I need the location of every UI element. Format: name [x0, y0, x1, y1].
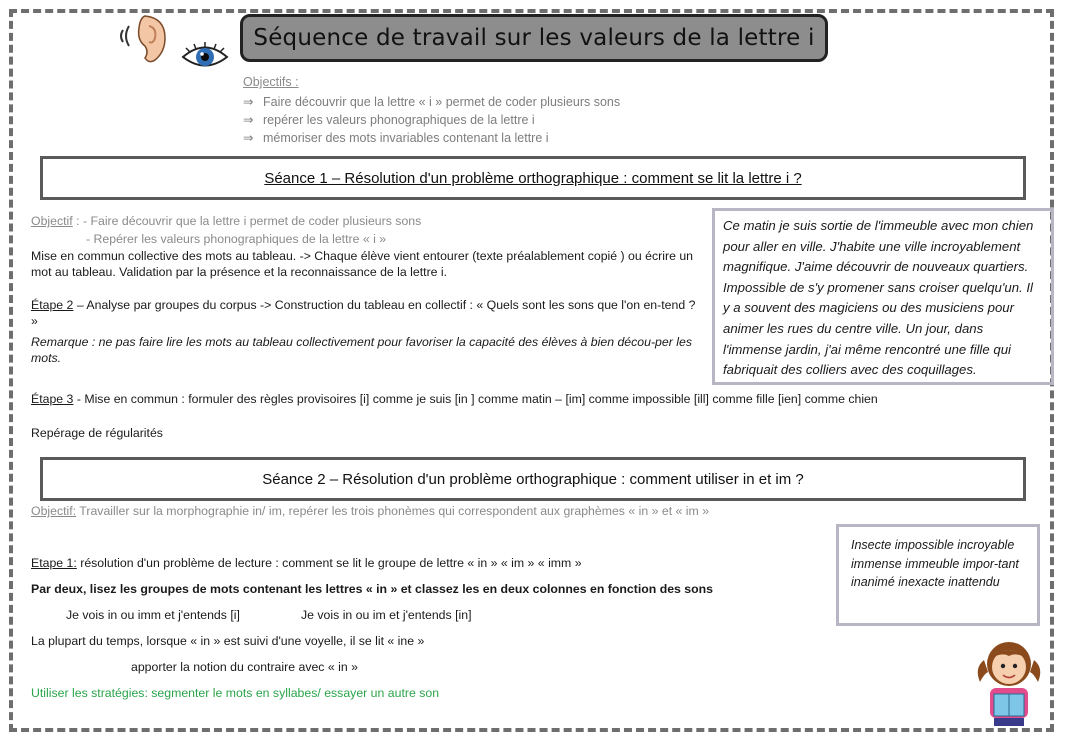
je-vois-i: Je vois in ou imm et j'entends [i]: [66, 608, 240, 622]
seance2-plupart: La plupart du temps, lorsque « in » est suivi d'une voyelle, il se lit « ine »: [31, 634, 425, 648]
seance2-strategies: Utiliser les stratégies: segmenter le mots en syllabes/ essayer un autre son: [31, 686, 440, 700]
ear-icon: [115, 12, 171, 64]
arrow-icon: ⇒: [243, 131, 254, 145]
je-vois-in: Je vois in ou im et j'entends [in]: [301, 608, 472, 622]
arrow-icon: ⇒: [243, 95, 254, 109]
girl-reading-icon: [970, 634, 1048, 730]
seance2-title-box: [40, 457, 1026, 501]
eye-icon: [180, 40, 230, 74]
seance1-objectif-line2: - Repérer les valeurs phonographiques de la lettre « i »: [86, 232, 387, 246]
seance2-contraire: apporter la notion du contraire avec « in »: [131, 660, 358, 674]
reading-text-box: Ce matin je suis sortie de l'immeuble avec mon chien pour aller en ville. J'habite une ville incroyablement magnifique. J'aime découvrir de nouveaux quartiers. Impossible de s'y promener sans croiser quelqu'un. Il y a souvent des magiciens ou des musiciens pour animer les rues du centre ville. Un jour, dans l'immense jardin, j'ai même rencontré une fille qui fabriquait des colliers avec des coquillages.: [712, 208, 1054, 385]
seance2-etape1: Etape 1: résolution d'un problème de lecture : comment se lit le groupe de lettre « in » « im » « imm »: [31, 556, 582, 570]
seance1-title-box: [40, 156, 1026, 200]
seance1-objectif: Objectif : - Faire découvrir que la lettre i permet de coder plusieurs sons: [31, 214, 422, 228]
seance2-objectif: Objectif: Travailler sur la morphographie in/ im, repérer les trois phonèmes qui correspondent aux graphèmes « in » et « im »: [31, 504, 710, 518]
arrow-icon: ⇒: [243, 113, 254, 127]
objectifs-heading: Objectifs :: [243, 75, 299, 89]
seance1-title: Séance 1 – Résolution d'un problème orthographique : comment se lit la lettre i ?: [264, 169, 802, 187]
objectif-item: ⇒ Faire découvrir que la lettre « i » permet de coder plusieurs sons: [243, 95, 621, 109]
seance2-title: Séance 2 – Résolution d'un problème orthographique : comment utiliser in et im ?: [262, 470, 804, 488]
seance1-mise-en-commun: Mise en commun collective des mots au tableau. -> Chaque élève vient entourer (texte préalablement copié ) ou écrire un mot au tableau. Validation par la présence et la reconnaissance de la lettre i.: [31, 249, 693, 279]
seance1-etape3: Étape 3 - Mise en commun : formuler des règles provisoires [i] comme je suis [in ] comme matin – [im] comme impossible [ill] comme fille [ien] comme chien: [31, 392, 878, 406]
objectif-item: ⇒ repérer les valeurs phonographiques de la lettre i: [243, 113, 535, 127]
word-list-box: Insecte impossible incroyable immense immeuble impor-tant inanimé inexacte inattendu: [836, 524, 1040, 626]
seance1-reperage: Repérage de régularités: [31, 426, 163, 440]
page-title: Séquence de travail sur les valeurs de la lettre i: [240, 14, 828, 62]
seance1-remarque: Remarque : ne pas faire lire les mots au tableau collectivement pour favoriser la capacité des élèves à bien décou-per les mots.: [31, 335, 692, 365]
objectif-item: ⇒ mémoriser des mots invariables contenant la lettre i: [243, 131, 549, 145]
seance2-consigne: Par deux, lisez les groupes de mots contenant les lettres « in » et classez les en deux colonnes en fonction des sons: [31, 582, 714, 596]
seance1-etape2: Étape 2 – Analyse par groupes du corpus -> Construction du tableau en collectif : « Quels sont les sons que l'on en-tend ? »: [31, 298, 696, 328]
